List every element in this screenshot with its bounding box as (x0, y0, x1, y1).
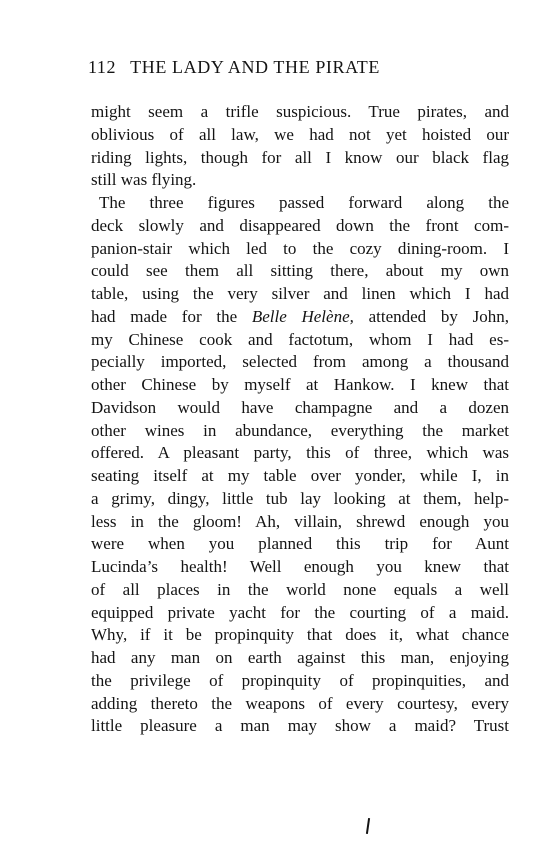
text-segment: still was flying. (91, 170, 197, 190)
text-segment: had made for the (91, 306, 252, 326)
text-line (91, 101, 509, 124)
text-segment: might seem a trifle suspicious. True pirates, and (91, 102, 509, 121)
text-line (91, 533, 509, 556)
text-segment: my Chinese cook and factotum, whom I had es- (91, 329, 509, 349)
text-segment: had any man on earth against this man, enjoying (91, 648, 509, 667)
text-line (91, 169, 509, 192)
text-line (91, 511, 509, 534)
text-segment: other wines in abundance, everything the market (91, 420, 509, 440)
text-segment: offered. A pleasant party, this of three, which was (91, 443, 509, 463)
text-line (91, 238, 509, 261)
text-line (91, 260, 509, 283)
text-line (91, 192, 509, 215)
text-line (91, 647, 509, 670)
text-line (91, 465, 509, 488)
text-line (91, 602, 509, 625)
text-line (91, 624, 509, 647)
text-segment: equipped private yacht for the courting of a maid. (91, 602, 509, 622)
text-segment: less in the gloom! Ah, villain, shrewd enough you (91, 511, 509, 531)
text-line (91, 374, 509, 397)
text-segment: seating itself at my table over yonder, while I, in (91, 466, 509, 485)
page-number: 112 (88, 57, 117, 77)
text-line (91, 397, 509, 420)
text-segment: were when you planned this trip for Aunt (91, 534, 509, 554)
text-line (91, 351, 509, 374)
text-segment: riding lights, though for all I know our black flag (91, 147, 509, 167)
book-page-text (91, 101, 509, 738)
text-segment: Why, if it be propinquity that does it, what chance (91, 625, 509, 645)
text-line (91, 579, 509, 602)
text-line (91, 488, 509, 511)
text-segment: Lucinda’s health! Well enough you knew that (91, 557, 509, 576)
text-line (91, 442, 509, 465)
text-line (91, 306, 509, 329)
text-segment: adding thereto the weapons of every courtesy, every (91, 693, 509, 713)
text-segment: deck slowly and disappeared down the front com- (91, 215, 509, 235)
text-segment: oblivious of all law, we had not yet hoisted our (91, 124, 509, 144)
text-line (91, 670, 509, 693)
text-segment: The three figures passed forward along the (99, 193, 509, 212)
text-segment: pecially imported, selected from among a thousand (91, 352, 509, 372)
text-segment: a grimy, dingy, little tub lay looking at them, help- (91, 488, 509, 508)
text-line (91, 283, 509, 306)
running-header (88, 57, 508, 78)
text-segment: could see them all sitting there, about my own (91, 261, 509, 281)
text-segment: of all places in the world none equals a well (91, 579, 509, 599)
text-line (91, 215, 509, 238)
ship-name-italic: Belle Helène, (251, 306, 354, 326)
text-line (91, 715, 509, 738)
text-segment: panion-stair which led to the cozy dining-room. I (91, 238, 509, 258)
running-title: THE LADY AND THE PIRATE (130, 57, 380, 77)
text-line (91, 329, 509, 352)
text-line (91, 693, 509, 716)
text-line (91, 420, 509, 443)
text-segment: little pleasure a man may show a maid? Trust (91, 716, 509, 736)
text-segment: the privilege of propinquity of propinquities, and (91, 670, 509, 690)
text-line (91, 147, 509, 170)
text-segment: table, using the very silver and linen which I had (91, 284, 509, 303)
text-line (91, 124, 509, 147)
text-line (91, 556, 509, 579)
text-segment: other Chinese by myself at Hankow. I knew that (91, 375, 509, 394)
text-segment: Davidson would have champagne and a dozen (91, 397, 509, 417)
stray-ink-mark (366, 818, 370, 834)
text-segment: attended by John, (353, 306, 509, 326)
